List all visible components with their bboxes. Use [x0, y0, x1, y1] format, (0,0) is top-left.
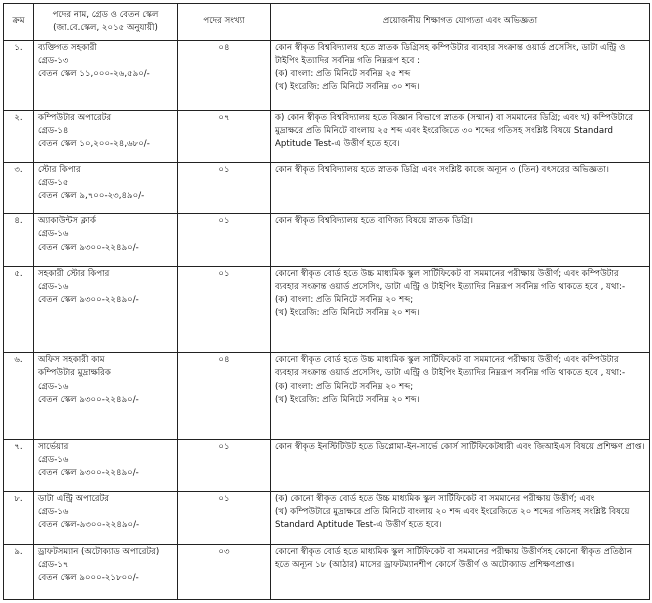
- requirement-text: (খ) ইংরেজি: প্রতি মিনিটে সর্বনিম্ন ২০ শব্দ।: [275, 307, 420, 318]
- post-grade: গ্রেড-১৬: [38, 229, 69, 240]
- post-pay-scale: বেতন স্কেল ১০,২০০-২৪,৬৮০/-: [38, 139, 150, 150]
- serial-cell: ৩.: [4, 163, 34, 214]
- count-cell: ০১: [178, 492, 271, 544]
- post-cell: [34, 111, 178, 163]
- requirement-text: (ক) বাংলা: প্রতি মিনিটে সর্বনিম্ন ২৫ শব্দ: [275, 69, 411, 80]
- post-grade: গ্রেড-১৩: [38, 56, 69, 67]
- post-pay-scale: বেতন স্কেল ৯৩০০-২২৪৯০/-: [38, 242, 139, 253]
- post-name: অ্যাকাউন্টস ক্লার্ক: [38, 216, 97, 227]
- serial-cell: ৬.: [4, 353, 34, 440]
- post-pay-scale: বেতন স্কেল ৯৩০০-২২৪৯০/-: [38, 294, 139, 305]
- serial-cell: ৯.: [4, 544, 34, 599]
- post-name: কম্পিউটার অপারেটর: [38, 113, 112, 123]
- serial-cell: ৪.: [4, 214, 34, 266]
- header-requirement: প্রয়োজনীয় শিক্ষাগত যোগ্যতা এবং অভিজ্ঞতা: [271, 4, 650, 41]
- post-name: সহকারী স্টোর কিপার: [38, 268, 110, 279]
- post-cell: [34, 440, 178, 492]
- table-header-row: [4, 4, 650, 41]
- post-cell: [34, 544, 178, 599]
- table-row: [4, 111, 650, 163]
- requirement-text: (খ) কম্পিউটারে মুদ্রাক্ষরে প্রতি মিনিটে বাংলায় ২০ শব্দ এবং ইংরেজিতে ২০ শব্দের গতিসহ সংশ্লিষ্ট বিষয়ে Standard Aptitude Test-এ উত্তীর্ণ হতে হবে।: [275, 507, 630, 531]
- table-row: [4, 163, 650, 214]
- table-row: [4, 41, 650, 111]
- serial-cell: ১.: [4, 41, 34, 111]
- table-row: [4, 214, 650, 266]
- header-post: [34, 4, 178, 41]
- table-row: [4, 492, 650, 544]
- count-cell: ০১: [178, 214, 271, 266]
- requirement-cell: [271, 440, 650, 492]
- requirement-text: (ক) কোনো স্বীকৃত বোর্ড হতে উচ্চ মাধ্যমিক স্কুল সার্টিফিকেট বা সমমানের পরীক্ষায় উত্তীর্ণ; এবং: [275, 494, 595, 505]
- requirement-cell: [271, 41, 650, 111]
- requirement-text: কোন স্বীকৃত বিশ্ববিদ্যালয় হতে স্নাতক ডিগ্রিসহ কম্পিউটার ব্যবহার সংক্রান্ত ওয়ার্ড প্রসেসিং, ডাটা এন্ট্রি ও টাইপিং ইত্যাদির সর্বনিম্ন গতি নিম্নরূপ হবে :: [275, 43, 626, 67]
- header-count: পদের সংখ্যা: [178, 4, 271, 41]
- serial-cell: ২.: [4, 111, 34, 163]
- count-cell: ০৭: [178, 111, 271, 163]
- table-row: [4, 440, 650, 492]
- post-grade: গ্রেড-১৪: [38, 126, 69, 137]
- table-row: [4, 266, 650, 353]
- header-post-line-2: (জা.বে.স্কেল, ২০১৫ অনুযায়ী): [53, 23, 158, 33]
- serial-cell: ৮.: [4, 492, 34, 544]
- requirement-text: (খ) ইংরেজি: প্রতি মিনিটে সর্বনিম্ন ৩০ শব্দ।: [275, 82, 420, 93]
- post-cell: [34, 163, 178, 214]
- post-name: সার্ভেয়ার: [38, 442, 69, 453]
- requirement-text: কোন স্বীকৃত বিশ্ববিদ্যালয় হতে স্নাতক ডিগ্রি এবং সংশ্লিষ্ট কাজে অন্যূন ৩ (তিন) বৎসরের অভিজ্ঞতা।: [275, 165, 609, 176]
- requirement-text: (খ) ইংরেজি: প্রতি মিনিটে সর্বনিম্ন ২০ শব্দ।: [275, 394, 420, 405]
- requirement-text: কোনো স্বীকৃত বোর্ড হতে উচ্চ মাধ্যমিক স্কুল সার্টিফিকেট বা সমমানের পরীক্ষায় উত্তীর্ণ; এবং কম্পিউটার ব্যবহার সংক্রান্ত ওয়ার্ড প্রসেসিং, ডাটা এন্ট্রি ও টাইপিং ইত্যাদির নিম্নরূপ সর্বনিম্ন গতি থাকতে হবে , যথা:-: [275, 268, 626, 292]
- post-pay-scale: বেতন স্কেল ৯৩০০-২২৪৯০/-: [38, 468, 139, 479]
- header-serial: ক্রম: [4, 4, 34, 41]
- serial-cell: ৭.: [4, 440, 34, 492]
- requirement-text: (ক) বাংলা: প্রতি মিনিটে সর্বনিম্ন ২০ শব্দ;: [275, 294, 414, 305]
- vacancy-table: [3, 3, 650, 600]
- count-cell: ০৪: [178, 41, 271, 111]
- post-name-line-2: কম্পিউটার মুদ্রাক্ষরিক: [38, 368, 111, 379]
- requirement-text: কোন স্বীকৃত ইনস্টিটিউট হতে ডিপ্লোমা-ইন-সার্ভে কোর্স সার্টিফিকেটধারী এবং জিআইএস বিষয়ে প্রশিক্ষণ প্রাপ্ত।: [275, 442, 645, 453]
- post-grade: গ্রেড-১৭: [38, 559, 69, 570]
- post-cell: [34, 41, 178, 111]
- requirement-cell: [271, 544, 650, 599]
- count-cell: ০৪: [178, 353, 271, 440]
- post-grade: গ্রেড-১৬: [38, 281, 69, 292]
- post-pay-scale: বেতন স্কেল ৯০০০-২১৮০০/-: [38, 572, 139, 583]
- post-name: ড্রাফটসম্যান (অটোক্যাড অপারেটর): [38, 546, 160, 557]
- post-name: অফিস সহকারী কাম: [38, 355, 105, 366]
- post-grade: গ্রেড-১৫: [38, 178, 69, 189]
- post-pay-scale: বেতন স্কেল ৯৩০০-২২৪৯০/-: [38, 394, 139, 405]
- post-grade: গ্রেড-১৬: [38, 381, 69, 392]
- table-row: [4, 353, 650, 440]
- count-cell: ০১: [178, 163, 271, 214]
- requirement-text: কোনো স্বীকৃত বোর্ড হতে উচ্চ মাধ্যমিক স্কুল সার্টিফিকেট বা সমমানের পরীক্ষায় উত্তীর্ণ; এবং কম্পিউটার ব্যবহার সংক্রান্ত ওয়ার্ড প্রসেসিং, ডাটা এন্ট্রি ও টাইপিং ইত্যাদির নিম্নরূপ সর্বনিম্ন গতি থাকতে হবে , যথা:-: [275, 355, 626, 379]
- post-name: স্টোর কিপার: [38, 165, 81, 176]
- post-pay-scale: বেতন স্কেল ১১,০০০-২৬,৫৯০/-: [38, 69, 150, 80]
- table-row: [4, 544, 650, 599]
- requirement-cell: [271, 214, 650, 266]
- requirement-text: কোন স্বীকৃত বিশ্ববিদ্যালয় হতে বাণিজ্য বিষয়ে স্নাতক ডিগ্রি।: [275, 216, 473, 227]
- requirement-cell: [271, 266, 650, 353]
- requirement-cell: [271, 353, 650, 440]
- requirement-cell: [271, 111, 650, 163]
- post-pay-scale: বেতন স্কেল ৯,৭০০-২৩,৪৯০/-: [38, 191, 145, 202]
- count-cell: ০৩: [178, 544, 271, 599]
- post-cell: [34, 353, 178, 440]
- post-name: ডাটা এন্ট্রি অপারেটর: [38, 494, 110, 505]
- count-cell: ০১: [178, 266, 271, 353]
- requirement-text: ক) কোন স্বীকৃত বিশ্ববিদ্যালয় হতে বিজ্ঞান বিভাগে স্নাতক (সম্মান) বা সমমানের ডিগ্রি; এবং খ) কম্পিউটারে মুদ্রাক্ষরে প্রতি মিনিটে বাংলায় ২৫ শব্দ এবং ইংরেজিতে ৩০ শব্দের গতিসহ সংশ্লিষ্ট বিষয়ে Standard Aptitude Test-এ উত্তীর্ণ হতে হবে।: [275, 113, 634, 150]
- header-post-line-1: পদের নাম, গ্রেড ও বেতন স্কেল: [52, 9, 159, 20]
- requirement-text: কোনো স্বীকৃত বোর্ড হতে মাধ্যমিক স্কুল সার্টিফিকেট বা সমমানের পরীক্ষায় উত্তীর্ণসহ কোনো স্বীকৃত প্রতিষ্ঠান হতে অন্যূন ১৮ (আঠার) মাসের ড্রাফটম্যানশীপ কোর্সে উত্তীর্ণ ও অটোক্যাড প্রশিক্ষণপ্রাপ্ত।: [275, 546, 633, 570]
- post-cell: [34, 266, 178, 353]
- post-grade: গ্রেড-১৬: [38, 507, 69, 518]
- post-name: ব্যক্তিগত সহকারী: [38, 43, 97, 53]
- post-grade: গ্রেড-১৬: [38, 455, 69, 466]
- post-pay-scale: বেতন স্কেল-৯৩০০-২২৪৯০/-: [38, 520, 140, 531]
- requirement-cell: [271, 163, 650, 214]
- requirement-cell: [271, 492, 650, 544]
- serial-cell: ৫.: [4, 266, 34, 353]
- requirement-text: (ক) বাংলা: প্রতি মিনিটে সর্বনিম্ন ২০ শব্দ;: [275, 381, 414, 392]
- post-cell: [34, 214, 178, 266]
- count-cell: ০১: [178, 440, 271, 492]
- post-cell: [34, 492, 178, 544]
